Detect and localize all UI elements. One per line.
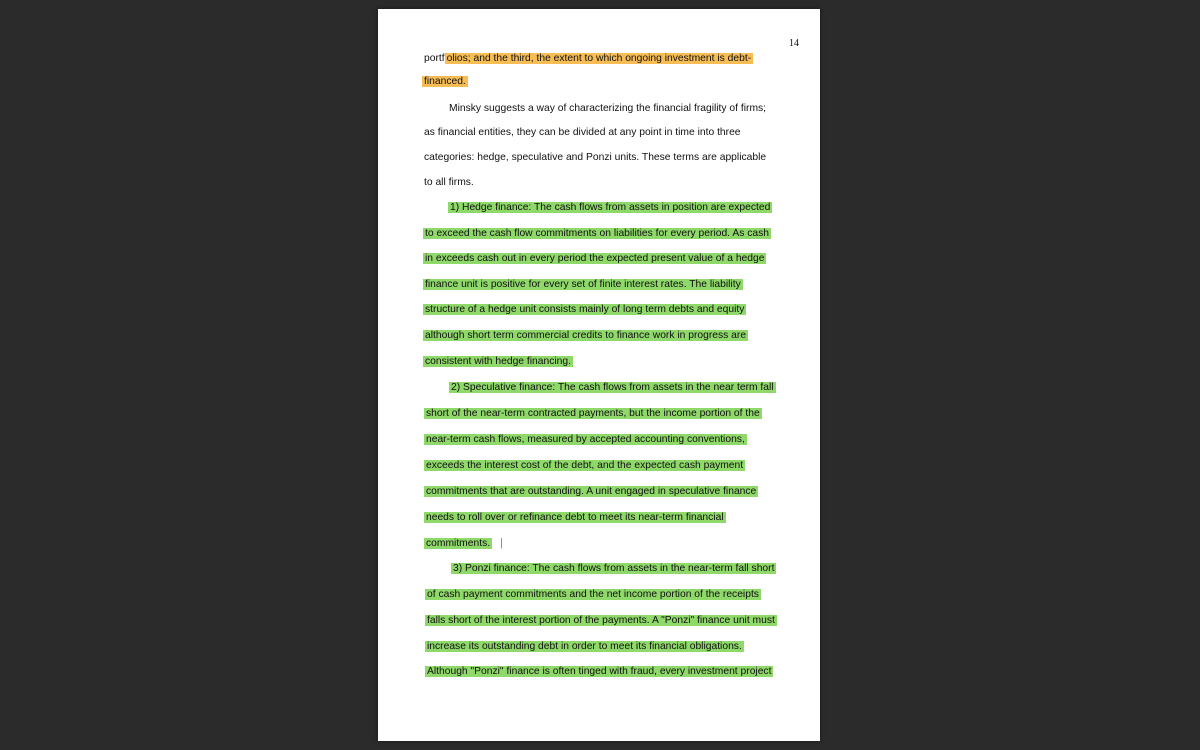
text-line (424, 126, 741, 139)
text-line (424, 52, 753, 65)
text-line (423, 329, 748, 342)
highlighted-text: exceeds the interest cost of the debt, and the expected cash payment (426, 460, 744, 471)
text-line (424, 485, 758, 498)
highlighted-text: 2) Speculative finance: The cash flows from assets in the near term fall (451, 382, 774, 393)
highlighted-text: 3) Ponzi finance: The cash flows from assets in the near-term fall short (453, 563, 775, 574)
plain-text: categories: hedge, speculative and Ponzi units. These terms are applicable (424, 152, 767, 163)
highlighted-text: short of the near-term contracted payments, but the income portion of the (426, 408, 760, 419)
highlighted-text: olios; and the third, the extent to which ongoing investment is debt- (446, 53, 752, 64)
text-line (423, 227, 771, 240)
text-line (424, 176, 474, 189)
highlighted-text: falls short of the interest portion of the payments. A "Ponzi" finance unit must (427, 615, 775, 626)
highlighted-text: finance unit is positive for every set of finite interest rates. The liability (425, 279, 741, 290)
text-line (423, 355, 573, 368)
highlighted-text: commitments that are outstanding. A unit engaged in speculative finance (426, 486, 757, 497)
text-line (424, 433, 747, 446)
highlighted-text: 1) Hedge finance: The cash flows from assets in position are expected (450, 202, 771, 213)
text-line (423, 278, 743, 291)
highlighted-text: consistent with hedge financing. (425, 356, 571, 367)
text-cursor-mark: | (500, 537, 503, 549)
text-line (449, 381, 776, 394)
plain-text: Minsky suggests a way of characterizing the financial fragility of firms; (449, 103, 767, 114)
text-line (424, 459, 745, 472)
page-number: 14 (789, 38, 799, 49)
highlighted-text: of cash payment commitments and the net income portion of the receipts (427, 589, 759, 600)
text-line (424, 511, 726, 524)
text-line (424, 407, 762, 420)
highlighted-text: in exceeds cash out in every period the expected present value of a hedge (425, 253, 765, 264)
highlighted-text: commitments. (426, 538, 491, 549)
plain-text: to all firms. (424, 177, 474, 188)
highlighted-text: structure of a hedge unit consists mainly of long term debts and equity (425, 304, 745, 315)
plain-text: portf (424, 53, 445, 64)
text-line (448, 201, 772, 214)
text-line (425, 614, 777, 627)
text-line (425, 665, 773, 678)
plain-text: as financial entities, they can be divided at any point in time into three (424, 127, 741, 138)
text-line (449, 102, 766, 115)
highlighted-text: although short term commercial credits to finance work in progress are (425, 330, 747, 341)
text-line (423, 303, 746, 316)
highlighted-text: Although "Ponzi" finance is often tinged with fraud, every investment project (427, 666, 772, 677)
text-line (422, 75, 468, 88)
text-line (424, 151, 766, 164)
text-line (425, 640, 744, 653)
highlighted-text: needs to roll over or refinance debt to meet its near-term financial (426, 512, 724, 523)
text-line (425, 588, 761, 601)
highlighted-text: near-term cash flows, measured by accepted accounting conventions, (426, 434, 745, 445)
highlighted-text: to exceed the cash flow commitments on liabilities for every period. As cash (425, 228, 769, 239)
highlighted-text: increase its outstanding debt in order to meet its financial obligations. (427, 641, 742, 652)
highlighted-text: financed. (424, 76, 466, 87)
text-line (423, 252, 766, 265)
text-line (451, 562, 776, 575)
text-line (424, 537, 503, 550)
document-page (378, 9, 820, 741)
